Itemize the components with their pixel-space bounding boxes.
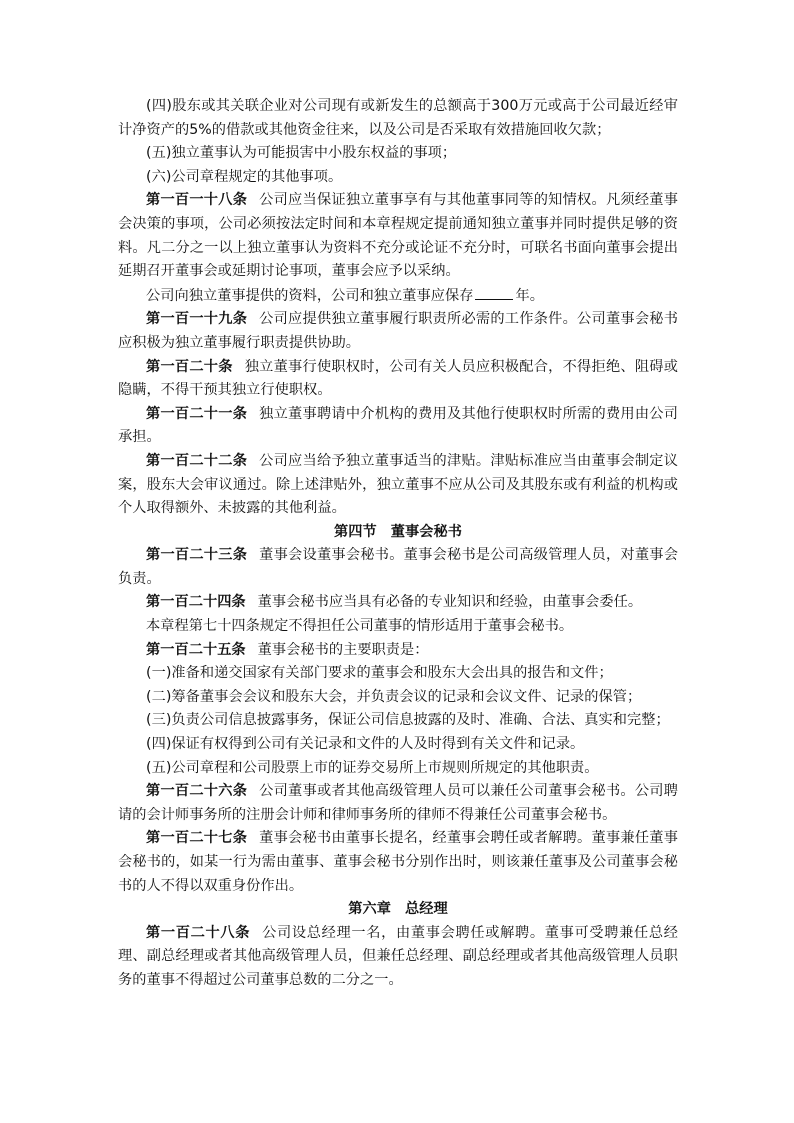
chapter-title: 总经理 [405, 901, 448, 918]
article-number: 第一百二十五条 [146, 641, 246, 658]
duty-item: (二)筹备董事会会议和股东大会，并负责会议的记录和会议文件、记录的保管； [146, 688, 642, 705]
article-text: 公司应当保证独立董事享有与其他董事同等的知情权。凡须经董事会决策的事项，公司必须按法定时间和本章程规定提前通知独立董事并同时提供足够的资料。凡二分之一以上独立董事认为资料不充分或论证不充分时，可联名书面向董事会提出延期召开董事会或延期讨论事项，董事会应予以采纳。 [118, 192, 678, 280]
article-text: 独立董事聘请中介机构的费用及其他行使职权时所需的费用由公司承担。 [118, 405, 678, 446]
retention-text: 公司向独立董事提供的资料，公司和独立董事应保存 [146, 287, 474, 304]
article-text: 董事会设董事会秘书。董事会秘书是公司高级管理人员，对董事会负责。 [118, 547, 678, 587]
article-118 [118, 189, 678, 283]
article-number: 第一百二十七条 [146, 830, 248, 847]
article-number: 第一百二十六条 [146, 783, 248, 800]
paragraph-item-5: (五)独立董事认为可能损害中小股东权益的事项； [146, 145, 457, 162]
article-127 [118, 827, 678, 898]
retention-suffix: 年。 [515, 287, 544, 304]
paragraph-retention [118, 284, 678, 309]
duty-item: (一)准备和递交国家有关部门要求的董事会和股东大会出具的报告和文件； [146, 665, 613, 682]
article-text: 公司应当给予独立董事适当的津贴。津贴标准应当由董事会制定议案，股东大会审议通过。除上述津贴外，独立董事不应从公司及其股东或有利益的机构或个人取得额外、未披露的其他利益。 [118, 452, 678, 517]
article-number: 第一百二十一条 [146, 405, 248, 422]
article-text: 公司董事或者其他高级管理人员可以兼任公司董事会秘书。公司聘请的会计师事务所的注册会计师和律师事务所的律师不得兼任公司董事会秘书。 [118, 783, 678, 823]
article-126 [118, 780, 678, 827]
article-125 [118, 639, 678, 663]
article-text: 董事会秘书的主要职责是： [257, 641, 429, 658]
article-text: 董事会秘书应当具有必备的专业知识和经验，由董事会委任。 [257, 594, 643, 611]
article-number: 第一百二十四条 [146, 594, 246, 611]
duty-item: (四)保证有权得到公司有关记录和文件的人及时得到有关文件和记录。 [146, 736, 585, 753]
chapter-number: 第六章 [348, 901, 391, 918]
article-text: 公司设总经理一名，由董事会聘任或解聘。董事可受聘兼任总经理、副总经理或者其他高级管理人员，但兼任总经理、副总经理或者其他高级管理人员职务的董事不得超过公司董事总数的二分之一。 [118, 924, 678, 988]
paragraph-item-4: (四)股东或其关联企业对公司现有或新发生的总额高于300万元或高于公司最近经审计净资产的5%的借款或其他资金往来，以及公司是否采取有效措施回收欠款； [118, 98, 678, 138]
section-number: 第四节 [334, 523, 377, 540]
article-123 [118, 544, 678, 591]
article-122 [118, 450, 678, 521]
article-text: 董事会秘书由董事长提名，经董事会聘任或者解聘。董事兼任董事会秘书的，如某一行为需由董事、董事会秘书分别作出时，则该兼任董事及公司董事会秘书的人不得以双重身份作出。 [118, 830, 678, 894]
article-124 [118, 591, 678, 615]
article-number: 第一百一十九条 [146, 311, 248, 328]
article-121 [118, 403, 678, 450]
chapter-heading [118, 898, 678, 922]
duty-item: (五)公司章程和公司股票上市的证券交易所上市规则所规定的其他职责。 [146, 759, 599, 776]
duty-item: (三)负责公司信息披露事务，保证公司信息披露的及时、准确、合法、真实和完整； [146, 712, 670, 729]
document-page [118, 95, 678, 993]
article-number: 第一百二十八条 [146, 924, 251, 941]
article-text: 独立董事行使职权时，公司有关人员应积极配合，不得拒绝、阻碍或隐瞒，不得干预其独立行使职权。 [118, 358, 678, 399]
article-number: 第一百二十条 [146, 358, 233, 375]
article-120 [118, 356, 678, 403]
article-119 [118, 308, 678, 355]
blank-field [475, 284, 513, 300]
article-128 [118, 922, 678, 993]
section-title: 董事会秘书 [390, 523, 462, 540]
article-number: 第一百二十三条 [146, 547, 248, 564]
paragraph-secretary-eligibility: 本章程第七十四条规定不得担任公司董事的情形适用于董事会秘书。 [146, 618, 574, 635]
article-number: 第一百一十八条 [146, 192, 248, 209]
article-text: 公司应提供独立董事履行职责所必需的工作条件。公司董事会秘书应积极为独立董事履行职责提供协助。 [118, 311, 678, 351]
paragraph-item-6: (六)公司章程规定的其他事项。 [146, 168, 343, 185]
section-heading [118, 521, 678, 545]
article-number: 第一百二十二条 [146, 452, 248, 469]
